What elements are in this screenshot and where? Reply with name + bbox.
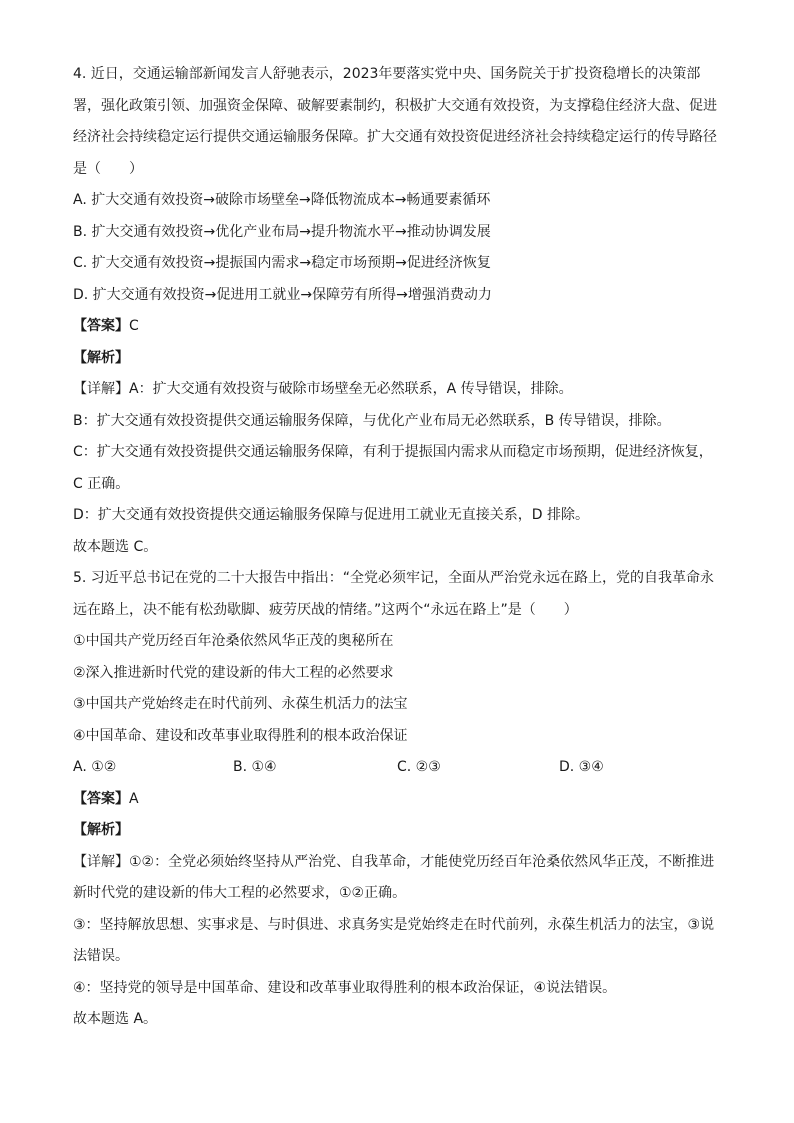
q5-statement-1: ①中国共产党历经百年沧桑依然风华正茂的奥秘所在 [73,633,394,649]
q5-choices-row [73,757,723,777]
q4-detail-line-2: B：扩大交通有效投资提供交通运输服务保障，与优化产业布局无必然联系，B 传导错误，排除。 [73,412,671,429]
q4-stem-line-4: 是（ ） [73,160,143,177]
q4-detail-line-4: C 正确。 [73,475,130,492]
q4-detail-line-3: C：扩大交通有效投资提供交通运输服务保障，有利于提振国内需求从而稳定市场预期，促进经济恢复， [73,444,713,460]
q5-answer-label: 【答案】 [73,790,129,807]
q4-option-a: A. 扩大交通有效投资→破除市场壁垒→降低物流成本→畅通要素循环 [73,192,491,208]
q5-detail-line-6: 故本题选 A。 [73,1011,158,1027]
q5-statement-4: ④中国革命、建设和改革事业取得胜利的根本政治保证 [73,727,408,744]
q4-detail-line-5: D：扩大交通有效投资提供交通运输服务保障与促进用工就业无直接关系，D 排除。 [73,507,590,523]
q4-stem-line-3: 经济社会持续稳定运行提供交通运输服务保障。扩大交通有效投资促进经济社会持续稳定运行的传导路径 [73,129,717,145]
q5-statement-3: ③中国共产党始终走在时代前列、永葆生机活力的法宝 [73,696,408,712]
q5-answer-value: A [129,790,139,807]
q4-detail-line-1: 【详解】A：扩大交通有效投资与破除市场壁垒无必然联系，A 传导错误，排除。 [73,381,573,397]
q5-stem-line-1: 5. 习近平总书记在党的二十大报告中指出：“全党必须牢记，全面从严治党永远在路上，党的自我革命永 [73,570,715,586]
q5-choice-a: A. ①② [73,759,117,775]
q5-detail-line-1: 【详解】①②：全党必须始终坚持从严治党、自我革命，才能使党历经百年沧桑依然风华正茂，不断推进 [73,853,715,870]
q4-answer-label: 【答案】 [73,318,129,334]
q4-option-c: C. 扩大交通有效投资→提振国内需求→稳定市场预期→促进经济恢复 [73,255,491,271]
document-page [73,64,723,1029]
q4-stem-line-2: 署，强化政策引领、加强资金保障、破解要素制约，积极扩大交通有效投资，为支撑稳住经济大盘、促进 [73,97,717,114]
q5-answer [73,789,723,809]
q5-stem-line-2: 远在路上，决不能有松劲歇脚、疲劳厌战的情绪。”这两个“永远在路上”是（ ） [73,601,578,618]
q4-analysis-label: 【解析】 [73,349,129,366]
q4-stem-line-1: 4. 近日，交通运输部新闻发言人舒驰表示，2023年要落实党中央、国务院关于扩投资稳增长的决策部 [73,66,701,82]
q4-detail-line-6: 故本题选 C。 [73,538,158,555]
q5-analysis-label: 【解析】 [73,822,129,838]
q5-choice-d: D. ③④ [559,759,604,775]
q4-option-b: B. 扩大交通有效投资→优化产业布局→提升物流水平→推动协调发展 [73,223,491,240]
question-5 [73,568,723,1029]
q5-choice-c: C. ②③ [397,759,441,775]
q5-statement-2: ②深入推进新时代党的建设新的伟大工程的必然要求 [73,664,394,681]
question-4 [73,64,723,557]
q5-detail-line-3: ③：坚持解放思想、实事求是、与时俱进、求真务实是党始终走在时代前列，永葆生机活力的法宝，③说 [73,916,715,933]
q5-detail-line-4: 法错误。 [73,948,129,964]
q5-choice-b: B. ①④ [233,759,277,775]
q4-option-d: D. 扩大交通有效投资→促进用工就业→保障劳有所得→增强消费动力 [73,286,492,303]
q4-answer [73,316,723,336]
q5-detail-line-5: ④：坚持党的领导是中国革命、建设和改革事业取得胜利的根本政治保证，④说法错误。 [73,979,617,996]
q5-detail-line-2: 新时代党的建设新的伟大工程的必然要求，①②正确。 [73,885,407,901]
q4-answer-value: C [129,318,139,334]
